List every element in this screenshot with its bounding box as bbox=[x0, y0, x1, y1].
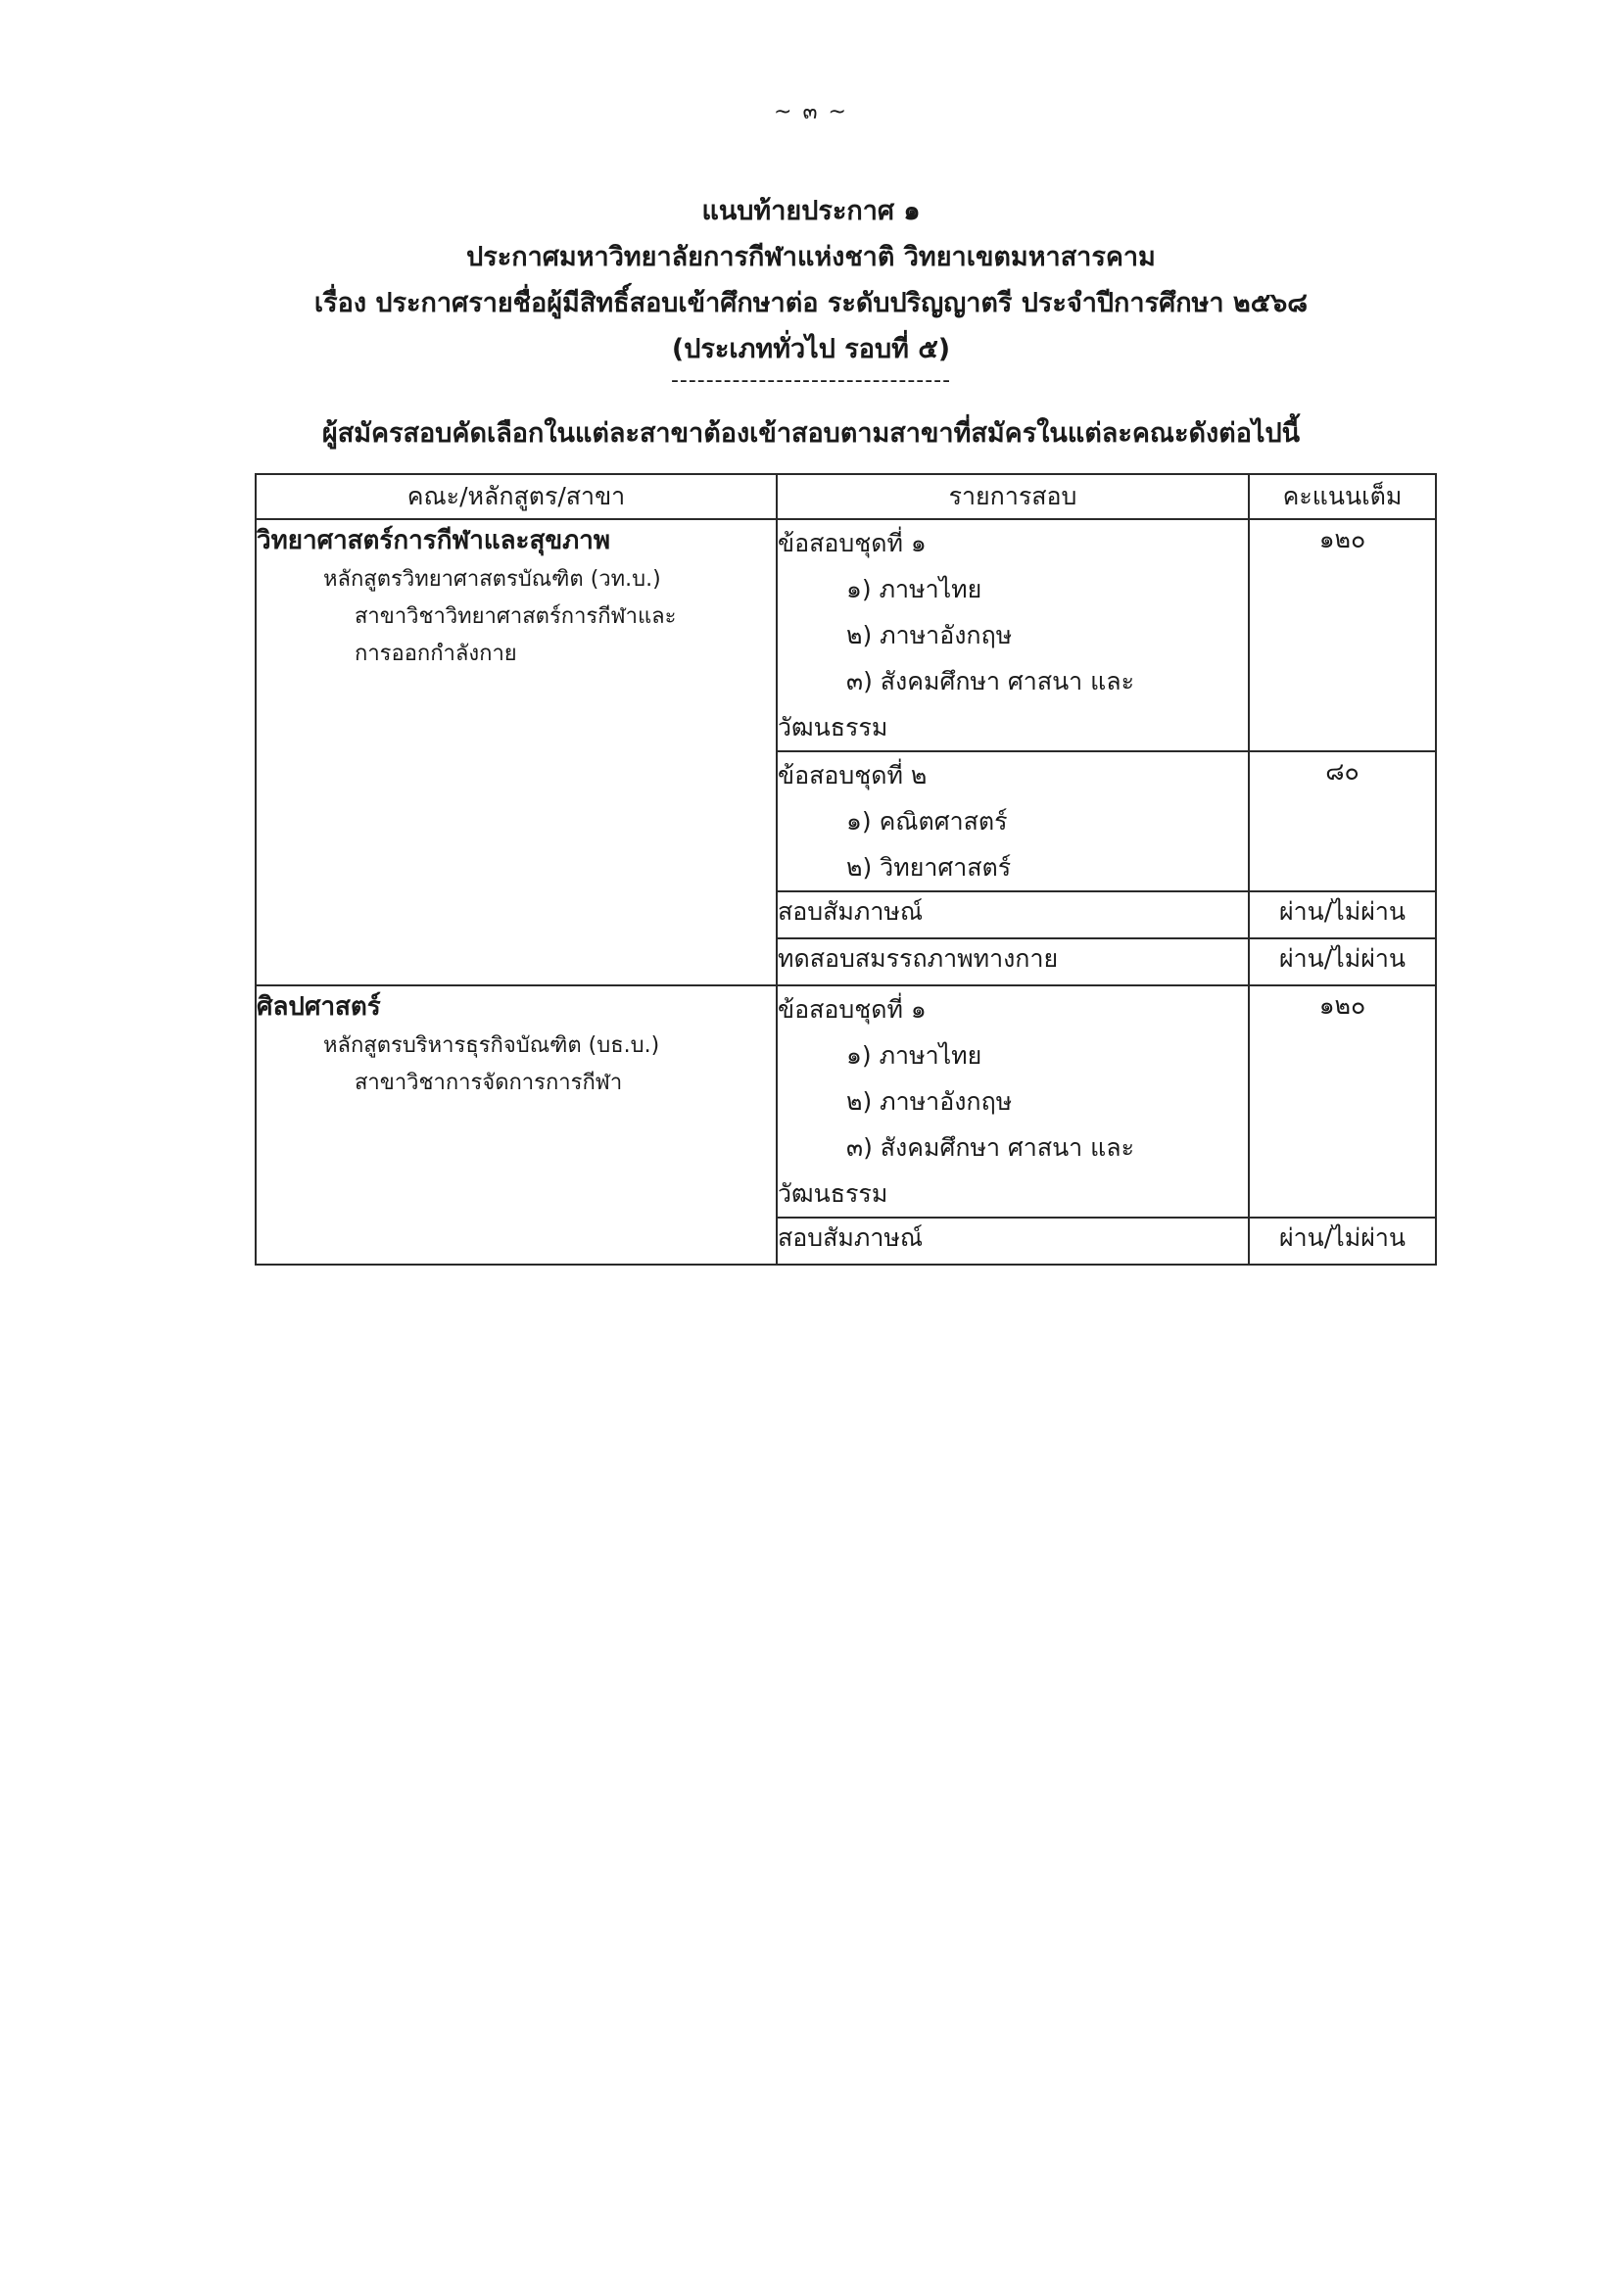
faculty-cell bbox=[256, 985, 777, 1265]
faculty-cell bbox=[256, 519, 777, 985]
title-line-annex: แนบท้ายประกาศ ๑ bbox=[701, 196, 921, 226]
title-line-university: ประกาศมหาวิทยาลัยการกีฬาแห่งชาติ วิทยาเขตมหาสารคาม bbox=[466, 242, 1156, 272]
exam-subject: ๒) ภาษาอังกฤษ bbox=[846, 1087, 1013, 1116]
curriculum-name: หลักสูตรบริหารธุรกิจบัณฑิต (บธ.บ.) bbox=[323, 1033, 660, 1058]
separator-line: -------------------------------- bbox=[670, 368, 952, 393]
full-score: ๘๐ bbox=[1249, 751, 1436, 891]
faculty-name: ศิลปศาสตร์ bbox=[257, 992, 381, 1022]
exam-item: สอบสัมภาษณ์ bbox=[777, 891, 1249, 938]
exam-set-cell bbox=[777, 985, 1249, 1218]
faculty-name: วิทยาศาสตร์การกีฬาและสุขภาพ bbox=[257, 526, 610, 555]
full-score: ๑๒๐ bbox=[1249, 985, 1436, 1218]
exam-subject: ๓) สังคมศึกษา ศาสนา และ bbox=[846, 667, 1135, 695]
header-score: คะแนนเต็ม bbox=[1249, 474, 1436, 519]
title-line-subject: เรื่อง ประกาศรายชื่อผู้มีสิทธิ์สอบเข้าศึกษาต่อ ระดับปริญญาตรี ประจำปีการศึกษา ๒๕๖๘ bbox=[313, 288, 1309, 318]
exam-subject: ๑) ภาษาไทย bbox=[846, 575, 982, 603]
major-name: สาขาวิชาวิทยาศาสตร์การกีฬาและ bbox=[355, 604, 677, 629]
curriculum-name: หลักสูตรวิทยาศาสตรบัณฑิต (วท.บ.) bbox=[323, 567, 661, 592]
document-title bbox=[0, 188, 1622, 372]
exam-subject-continued: วัฒนธรรม bbox=[778, 713, 888, 741]
exam-set-title: ข้อสอบชุดที่ ๑ bbox=[778, 529, 927, 557]
table-row bbox=[256, 519, 1436, 751]
exam-set-cell bbox=[777, 751, 1249, 891]
intro-text: ผู้สมัครสอบคัดเลือกในแต่ละสาขาต้องเข้าสอบตามสาขาที่สมัครในแต่ละคณะดังต่อไปนี้ bbox=[321, 418, 1301, 449]
major-name: สาขาวิชาการจัดการการกีฬา bbox=[355, 1071, 623, 1095]
header-exam: รายการสอบ bbox=[777, 474, 1249, 519]
table-row bbox=[256, 985, 1436, 1218]
exam-subject: ๑) คณิตศาสตร์ bbox=[846, 807, 1008, 836]
exam-table bbox=[255, 473, 1437, 1266]
exam-set-cell bbox=[777, 519, 1249, 751]
exam-item: ทดสอบสมรรถภาพทางกาย bbox=[777, 938, 1249, 985]
major-name-continued: การออกกำลังกาย bbox=[355, 642, 517, 666]
header-faculty: คณะ/หลักสูตร/สาขา bbox=[256, 474, 777, 519]
full-score: ผ่าน/ไม่ผ่าน bbox=[1249, 1218, 1436, 1265]
full-score: ๑๒๐ bbox=[1249, 519, 1436, 751]
exam-subject: ๒) ภาษาอังกฤษ bbox=[846, 621, 1013, 649]
full-score: ผ่าน/ไม่ผ่าน bbox=[1249, 938, 1436, 985]
exam-set-title: ข้อสอบชุดที่ ๒ bbox=[778, 761, 928, 789]
exam-subject: ๒) วิทยาศาสตร์ bbox=[846, 853, 1012, 882]
page-number: ~ ๓ ~ bbox=[774, 100, 848, 124]
table-header-row bbox=[256, 474, 1436, 519]
full-score: ผ่าน/ไม่ผ่าน bbox=[1249, 891, 1436, 938]
exam-subject: ๓) สังคมศึกษา ศาสนา และ bbox=[846, 1133, 1135, 1162]
exam-subject: ๑) ภาษาไทย bbox=[846, 1041, 982, 1070]
title-line-round: (ประเภททั่วไป รอบที่ ๕) bbox=[671, 334, 951, 364]
exam-item: สอบสัมภาษณ์ bbox=[777, 1218, 1249, 1265]
exam-set-title: ข้อสอบชุดที่ ๑ bbox=[778, 995, 927, 1024]
exam-subject-continued: วัฒนธรรม bbox=[778, 1179, 888, 1208]
